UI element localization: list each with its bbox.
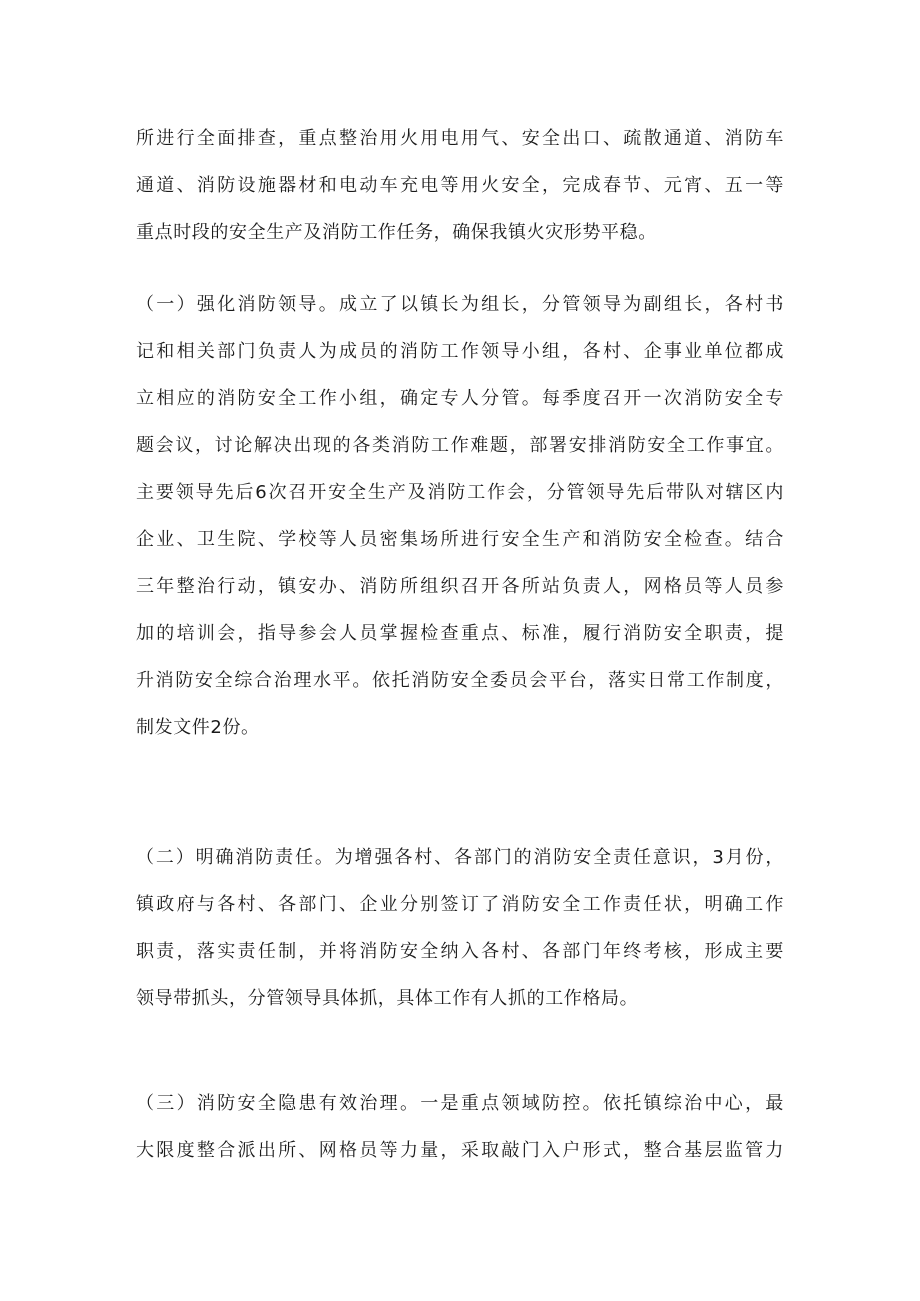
text-line: 所进行全面排查，重点整治用火用电用气、安全出口、疏散通道、消防车 [136,128,784,149]
text-line: （三）消防安全隐患有效治理。一是重点领域防控。依托镇综治中心，最 [136,1093,784,1114]
text-line: 主要领导先后6次召开安全生产及消防工作会，分管领导先后带队对辖区内 [136,482,784,503]
text-line: 大限度整合派出所、网格员等力量，采取敲门入户形式，整合基层监管力 [136,1140,784,1161]
text-line: 三年整治行动，镇安办、消防所组织召开各所站负责人，网格员等人员参 [136,576,784,597]
text-line: 领导带抓头，分管领导具体抓，具体工作有人抓的工作格局。 [136,988,639,1009]
paragraph-section-2 [136,834,784,1022]
text-line: 镇政府与各村、各部门、企业分别签订了消防安全工作责任状，明确工作 [136,894,784,915]
text-line: 记和相关部门负责人为成员的消防工作领导小组，各村、企事业单位都成 [136,341,784,362]
text-line: 立相应的消防安全工作小组，确定专人分管。每季度召开一次消防安全专 [136,388,784,409]
text-line: 通道、消防设施器材和电动车充电等用火安全，完成春节、元宵、五一等 [136,175,784,196]
paragraph-section-3 [136,1080,784,1174]
text-line: 制发文件2份。 [136,717,260,738]
text-line: 加的培训会，指导参会人员掌握检查重点、标准，履行消防安全职责，提 [136,623,784,644]
text-line: （一）强化消防领导。成立了以镇长为组长，分管领导为副组长，各村书 [136,294,784,315]
text-line: 职责，落实责任制，并将消防安全纳入各村、各部门年终考核，形成主要 [136,941,784,962]
text-line: 题会议，讨论解决出现的各类消防工作难题，部署安排消防安全工作事宜。 [136,435,784,456]
text-line: 企业、卫生院、学校等人员密集场所进行安全生产和消防安全检查。结合 [136,529,784,550]
text-line: （二）明确消防责任。为增强各村、各部门的消防安全责任意识，3月份， [136,847,784,868]
text-line: 升消防安全综合治理水平。依托消防安全委员会平台，落实日常工作制度， [136,670,784,691]
paragraph-section-1 [136,281,784,751]
paragraph-intro [136,115,784,256]
text-line: 重点时段的安全生产及消防工作任务，确保我镇火灾形势平稳。 [136,222,657,243]
